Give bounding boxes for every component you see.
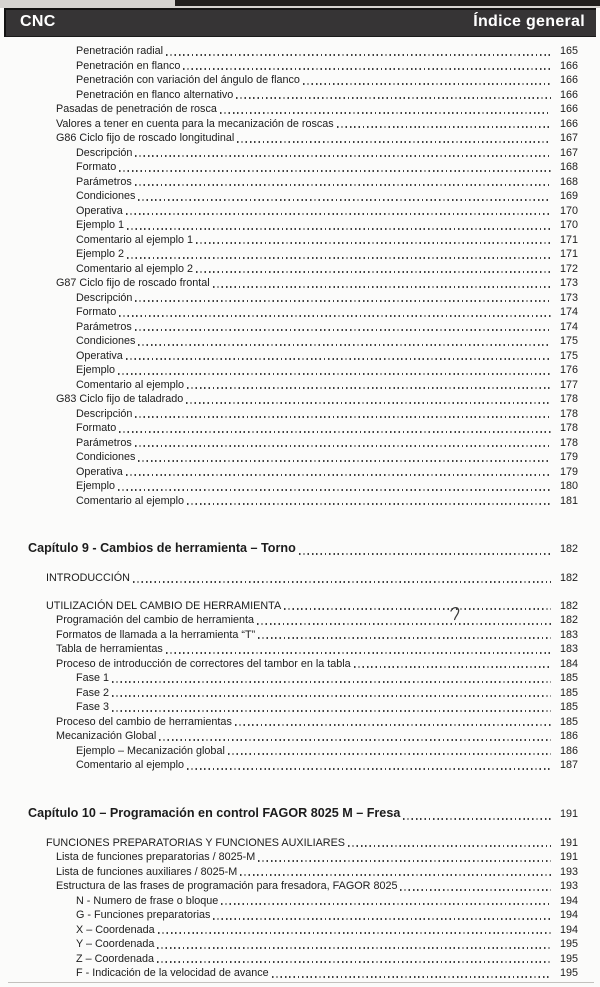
- toc-entry-label: G83 Ciclo fijo de taladrado: [56, 393, 184, 405]
- toc-entry-label: Ejemplo: [76, 364, 116, 376]
- toc-row: [0, 908, 600, 923]
- toc-entry-label: FUNCIONES PREPARATORIAS Y FUNCIONES AUXILIARES: [46, 836, 345, 849]
- toc-entry-label: Comentario al ejemplo: [76, 494, 185, 507]
- toc-entry-page: 166: [559, 103, 578, 115]
- toc-row: [0, 686, 600, 701]
- toc-entry-label: Operativa: [76, 465, 123, 478]
- toc-row: [0, 233, 600, 248]
- toc-entry-page: 175: [559, 349, 578, 362]
- toc-entry-page: 183: [559, 643, 578, 655]
- toc-entry-label: Comentario al ejemplo: [76, 378, 185, 391]
- toc-entry-page: 185: [559, 715, 578, 728]
- toc-entry-page: 173: [559, 277, 578, 289]
- toc-entry-page: 195: [559, 938, 578, 950]
- dot-leader: [221, 903, 551, 905]
- toc-entry-page: 177: [559, 378, 578, 391]
- toc-row: [0, 715, 600, 730]
- toc-row: [0, 320, 600, 335]
- toc-entry-label: G87 Ciclo fijo de roscado frontal: [56, 277, 210, 289]
- toc-entry-page: 171: [559, 248, 578, 260]
- toc-entry-label: Condiciones: [76, 451, 136, 463]
- toc-row: [0, 407, 600, 422]
- toc-entry-page: 195: [559, 967, 578, 979]
- toc-row: [0, 966, 600, 981]
- toc-entry-label: Lista de funciones preparatorias / 8025-M: [56, 851, 256, 863]
- toc-entry-page: 194: [559, 909, 578, 921]
- dot-leader: [126, 474, 551, 476]
- toc-entry-page: 170: [559, 219, 578, 231]
- dot-leader: [112, 710, 551, 712]
- dot-leader: [127, 228, 551, 230]
- toc-row: [0, 657, 600, 672]
- toc-entry-label: Formato: [76, 161, 117, 173]
- toc-entry-page: 176: [559, 364, 578, 376]
- toc-entry-label: Ejemplo: [76, 480, 116, 492]
- toc-entry-label: Ejemplo – Mecanización global: [76, 744, 225, 757]
- toc-entry-page: 180: [559, 480, 578, 492]
- page-header-bar: [4, 8, 596, 37]
- toc-entry-page: 182: [559, 599, 578, 612]
- toc-entry-page: 187: [559, 759, 578, 771]
- dot-leader: [299, 553, 551, 555]
- dot-leader: [187, 503, 551, 505]
- toc-entry-page: 179: [559, 451, 578, 463]
- toc-entry-label: Penetración radial: [76, 45, 164, 57]
- toc-row: [0, 73, 600, 88]
- dot-leader: [196, 271, 551, 273]
- dot-leader: [138, 460, 551, 462]
- toc-row: [0, 44, 600, 59]
- dot-leader: [119, 170, 551, 172]
- toc-row: [0, 494, 600, 509]
- toc-row: [0, 291, 600, 306]
- toc-entry-page: 169: [559, 190, 578, 202]
- toc-row: [0, 671, 600, 686]
- toc-entry-page: 174: [559, 306, 578, 318]
- dot-leader: [126, 213, 551, 215]
- toc-row: [0, 117, 600, 132]
- dot-leader: [118, 489, 551, 491]
- toc-row: [0, 952, 600, 967]
- toc-row: [0, 450, 600, 465]
- toc-row: [0, 700, 600, 715]
- toc-entry-page: 167: [559, 132, 578, 144]
- toc-entry-page: 191: [559, 807, 578, 820]
- dot-leader: [213, 286, 551, 288]
- toc-entry-page: 166: [559, 74, 578, 86]
- toc-entry-page: 195: [559, 952, 578, 965]
- toc-entry-page: 191: [559, 851, 578, 863]
- scan-edge-bottom-line: [8, 982, 594, 983]
- dot-leader: [166, 54, 551, 56]
- toc-entry-label: Fase 1: [76, 672, 110, 684]
- toc-entry-label: Estructura de las frases de programación para fresadora, FAGOR 8025: [56, 880, 398, 892]
- toc-chapter-row: [0, 538, 600, 558]
- toc-entry-label: Capítulo 10 – Programación en control FAGOR 8025 M – Fresa: [28, 805, 401, 820]
- toc-row: [0, 175, 600, 190]
- dot-leader: [133, 581, 551, 583]
- toc-entry-label: Ejemplo 2: [76, 248, 125, 260]
- toc-entry-label: Descripción: [76, 407, 133, 420]
- toc-entry-label: Programación del cambio de herramienta: [56, 614, 255, 626]
- pen-mark-artifact: [450, 606, 463, 623]
- toc-entry-label: Comentario al ejemplo: [76, 759, 185, 771]
- toc-entry-label: Comentario al ejemplo 1: [76, 233, 194, 246]
- table-of-contents: [0, 44, 600, 981]
- toc-entry-page: 173: [559, 291, 578, 304]
- dot-leader: [186, 402, 551, 404]
- toc-entry-label: Parámetros: [76, 436, 132, 449]
- toc-entry-label: Descripción: [76, 291, 133, 304]
- toc-row: [0, 613, 600, 628]
- toc-entry-page: 170: [559, 204, 578, 217]
- toc-entry-page: 191: [559, 836, 578, 849]
- toc-entry-page: 178: [559, 393, 578, 405]
- toc-row: [0, 305, 600, 320]
- toc-entry-page: 194: [559, 894, 578, 907]
- toc-entry-label: Penetración en flanco: [76, 59, 181, 72]
- toc-entry-label: N - Numero de frase o bloque: [76, 894, 219, 907]
- toc-entry-page: 175: [559, 335, 578, 347]
- dot-leader: [213, 918, 551, 920]
- dot-leader: [257, 623, 551, 625]
- toc-entry-label: Z – Coordenada: [76, 952, 155, 965]
- dot-leader: [237, 141, 551, 143]
- toc-entry-label: Parámetros: [76, 175, 132, 188]
- toc-entry-page: 166: [559, 117, 578, 130]
- toc-row: [0, 628, 600, 643]
- toc-row: [0, 334, 600, 349]
- toc-row: [0, 421, 600, 436]
- scan-edge-top-dark: [175, 0, 600, 6]
- toc-entry-label: Comentario al ejemplo 2: [76, 262, 194, 275]
- toc-entry-page: 186: [559, 730, 578, 742]
- toc-row: [0, 894, 600, 909]
- toc-entry-page: 178: [559, 422, 578, 434]
- toc-entry-label: Condiciones: [76, 190, 136, 202]
- toc-entry-label: Ejemplo 1: [76, 219, 125, 231]
- dot-leader: [240, 874, 551, 876]
- dot-leader: [196, 242, 551, 244]
- toc-row: [0, 937, 600, 952]
- toc-entry-page: 166: [559, 88, 578, 101]
- toc-row: [0, 850, 600, 865]
- dot-leader: [158, 932, 551, 934]
- toc-entry-page: 167: [559, 146, 578, 159]
- dot-leader: [258, 637, 551, 639]
- toc-row: [0, 729, 600, 744]
- toc-row: [0, 642, 600, 657]
- dot-leader: [135, 445, 551, 447]
- toc-entry-label: Formato: [76, 306, 117, 318]
- dot-leader: [119, 315, 551, 317]
- toc-entry-label: X – Coordenada: [76, 923, 155, 936]
- toc-entry-label: Tabla de herramientas: [56, 643, 163, 655]
- dot-leader: [166, 652, 551, 654]
- toc-entry-label: Condiciones: [76, 335, 136, 347]
- dot-leader: [228, 753, 551, 755]
- toc-entry-label: G86 Ciclo fijo de roscado longitudinal: [56, 132, 235, 144]
- toc-entry-label: INTRODUCCIÓN: [46, 572, 130, 584]
- dot-leader: [187, 387, 551, 389]
- toc-row: [0, 363, 600, 378]
- toc-entry-page: 182: [559, 543, 578, 555]
- toc-entry-label: Fase 2: [76, 686, 110, 699]
- dot-leader: [348, 845, 551, 847]
- toc-entry-label: UTILIZACIÓN DEL CAMBIO DE HERRAMIENTA: [46, 599, 282, 612]
- toc-row: [0, 392, 600, 407]
- toc-entry-page: 185: [559, 686, 578, 699]
- toc-entry-page: 174: [559, 320, 578, 333]
- toc-entry-label: Operativa: [76, 349, 123, 362]
- dot-leader: [135, 416, 551, 418]
- toc-row: [0, 865, 600, 880]
- dot-leader: [284, 608, 551, 610]
- toc-entry-page: 168: [559, 175, 578, 188]
- toc-entry-label: Proceso de introducción de correctores del tambor en la tabla: [56, 657, 351, 670]
- toc-entry-label: Formatos de llamada a la herramienta “T”: [56, 628, 256, 641]
- dot-leader: [403, 818, 551, 820]
- toc-row: [0, 349, 600, 364]
- toc-entry-page: 182: [559, 614, 578, 626]
- toc-entry-label: Proceso del cambio de herramientas: [56, 715, 232, 728]
- toc-entry-page: 186: [559, 744, 578, 757]
- toc-row: [0, 599, 600, 614]
- toc-entry-page: 183: [559, 628, 578, 641]
- toc-row: [0, 88, 600, 103]
- toc-entry-page: 178: [559, 436, 578, 449]
- toc-entry-label: Penetración con variación del ángulo de flanco: [76, 74, 300, 86]
- dot-leader: [183, 68, 551, 70]
- toc-row: [0, 744, 600, 759]
- dot-leader: [112, 695, 551, 697]
- toc-entry-page: 179: [559, 465, 578, 478]
- toc-entry-label: Formato: [76, 422, 117, 434]
- dot-leader: [235, 724, 551, 726]
- dot-leader: [400, 889, 551, 891]
- toc-row: [0, 923, 600, 938]
- dot-leader: [220, 112, 551, 114]
- toc-entry-label: G - Funciones preparatorias: [76, 909, 211, 921]
- toc-row: [0, 276, 600, 291]
- toc-entry-label: Capítulo 9 - Cambios de herramienta – Torno: [28, 541, 296, 555]
- toc-chapter-row: [0, 803, 600, 823]
- toc-row: [0, 378, 600, 393]
- toc-row: [0, 59, 600, 74]
- dot-leader: [272, 976, 551, 978]
- toc-row: [0, 571, 600, 586]
- toc-entry-label: Fase 3: [76, 701, 110, 713]
- toc-entry-page: 172: [559, 262, 578, 275]
- toc-row: [0, 465, 600, 480]
- dot-leader: [159, 739, 551, 741]
- toc-row: [0, 160, 600, 175]
- dot-leader: [135, 155, 551, 157]
- toc-row: [0, 247, 600, 262]
- toc-entry-page: 166: [559, 59, 578, 72]
- toc-entry-page: 178: [559, 407, 578, 420]
- toc-row: [0, 131, 600, 146]
- toc-entry-page: 194: [559, 923, 578, 936]
- dot-leader: [138, 344, 551, 346]
- toc-row: [0, 146, 600, 161]
- dot-leader: [303, 83, 551, 85]
- toc-row: [0, 479, 600, 494]
- header-doc-title: CNC: [20, 13, 56, 30]
- toc-entry-page: 168: [559, 161, 578, 173]
- dot-leader: [135, 184, 551, 186]
- toc-entry-label: Parámetros: [76, 320, 132, 333]
- toc-row: [0, 436, 600, 451]
- toc-entry-label: F - Indicación de la velocidad de avance: [76, 967, 269, 979]
- dot-leader: [157, 961, 551, 963]
- dot-leader: [126, 358, 551, 360]
- header-section-title: Índice general: [473, 13, 585, 30]
- toc-entry-page: 185: [559, 701, 578, 713]
- toc-entry-page: 165: [559, 45, 578, 57]
- dot-leader: [337, 126, 551, 128]
- toc-entry-label: Penetración en flanco alternativo: [76, 88, 234, 101]
- toc-row: [0, 879, 600, 894]
- toc-row: [0, 218, 600, 233]
- toc-entry-label: Mecanización Global: [56, 730, 157, 742]
- toc-row: [0, 204, 600, 219]
- toc-entry-page: 184: [559, 657, 578, 670]
- dot-leader: [187, 768, 551, 770]
- toc-entry-page: 171: [559, 233, 578, 246]
- toc-entry-page: 193: [559, 880, 578, 892]
- toc-entry-label: Descripción: [76, 146, 133, 159]
- dot-leader: [354, 666, 551, 668]
- dot-leader: [236, 97, 551, 99]
- dot-leader: [112, 681, 551, 683]
- toc-row: [0, 262, 600, 277]
- toc-row: [0, 102, 600, 117]
- dot-leader: [138, 199, 551, 201]
- toc-entry-page: 182: [559, 572, 578, 584]
- dot-leader: [258, 860, 551, 862]
- toc-entry-label: Lista de funciones auxiliares / 8025-M: [56, 865, 238, 878]
- dot-leader: [118, 373, 551, 375]
- toc-entry-label: Pasadas de penetración de rosca: [56, 103, 217, 115]
- dot-leader: [127, 257, 551, 259]
- toc-row: [0, 836, 600, 851]
- dot-leader: [119, 431, 551, 433]
- toc-entry-page: 181: [559, 494, 578, 507]
- toc-row: [0, 189, 600, 204]
- toc-entry-label: Operativa: [76, 204, 123, 217]
- toc-entry-page: 193: [559, 865, 578, 878]
- toc-entry-page: 185: [559, 672, 578, 684]
- dot-leader: [157, 947, 551, 949]
- toc-entry-label: Y – Coordenada: [76, 938, 155, 950]
- toc-row: [0, 758, 600, 773]
- dot-leader: [135, 300, 551, 302]
- dot-leader: [135, 329, 551, 331]
- toc-entry-label: Valores a tener en cuenta para la mecanización de roscas: [56, 117, 334, 130]
